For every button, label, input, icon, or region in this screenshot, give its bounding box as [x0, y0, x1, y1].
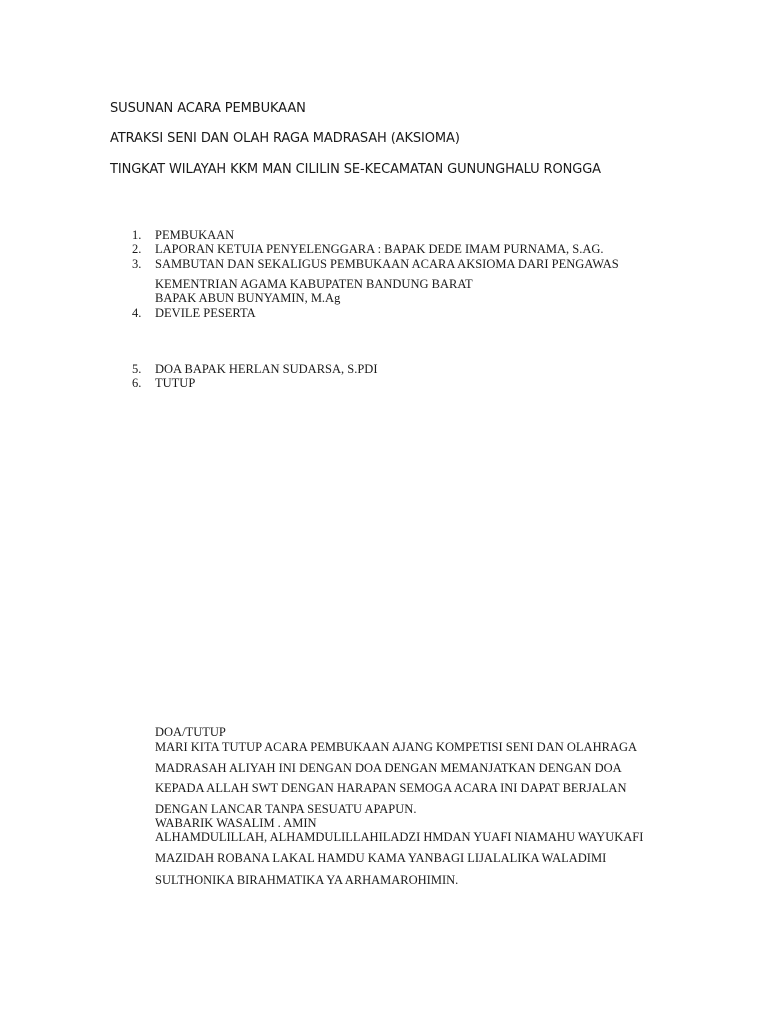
header-line-1: SUSUNAN ACARA PEMBUKAAN [110, 101, 306, 116]
agenda-item: LAPORAN KETUIA PENYELENGGARA : BAPAK DEDE IMAM PURNAMA, S.AG. [155, 242, 604, 256]
agenda-number: 5. [132, 362, 142, 376]
agenda-number: 6. [132, 376, 142, 390]
closing-line: DENGAN LANCAR TANPA SESUATU APAPUN. [155, 802, 417, 816]
agenda-number: 1. [132, 228, 142, 242]
agenda-number: 4. [132, 306, 142, 320]
closing-title: DOA/TUTUP [155, 725, 226, 739]
agenda-item: DEVILE PESERTA [155, 306, 256, 320]
agenda-item: DOA BAPAK HERLAN SUDARSA, S.PDI [155, 362, 378, 376]
closing-line: KEPADA ALLAH SWT DENGAN HARAPAN SEMOGA ACARA INI DAPAT BERJALAN [155, 781, 627, 795]
closing-line: ALHAMDULILLAH, ALHAMDULILLAHILADZI HMDAN YUAFI NIAMAHU WAYUKAFI [155, 830, 644, 844]
header-line-2: ATRAKSI SENI DAN OLAH RAGA MADRASAH (AKSIOMA) [110, 131, 460, 146]
agenda-item: TUTUP [155, 376, 196, 390]
closing-line: MARI KITA TUTUP ACARA PEMBUKAAN AJANG KOMPETISI SENI DAN OLAHRAGA [155, 740, 638, 754]
closing-line: MAZIDAH ROBANA LAKAL HAMDU KAMA YANBAGI LIJALALIKA WALADIMI [155, 851, 607, 865]
closing-line: WABARIK WASALIM . AMIN [155, 816, 317, 830]
closing-line: SULTHONIKA BIRAHMATIKA YA ARHAMAROHIMIN. [155, 873, 459, 887]
agenda-item-continuation: BAPAK ABUN BUNYAMIN, M.Ag [155, 291, 341, 305]
agenda-number: 2. [132, 242, 142, 256]
agenda-item: SAMBUTAN DAN SEKALIGUS PEMBUKAAN ACARA AKSIOMA DARI PENGAWAS [155, 257, 619, 271]
agenda-item: PEMBUKAAN [155, 228, 235, 242]
closing-line: MADRASAH ALIYAH INI DENGAN DOA DENGAN MEMANJATKAN DENGAN DOA [155, 761, 622, 775]
header-line-3: TINGKAT WILAYAH KKM MAN CILILIN SE-KECAMATAN GUNUNGHALU RONGGA [110, 162, 601, 177]
agenda-number: 3. [132, 257, 142, 271]
agenda-item-continuation: KEMENTRIAN AGAMA KABUPATEN BANDUNG BARAT [155, 277, 473, 291]
